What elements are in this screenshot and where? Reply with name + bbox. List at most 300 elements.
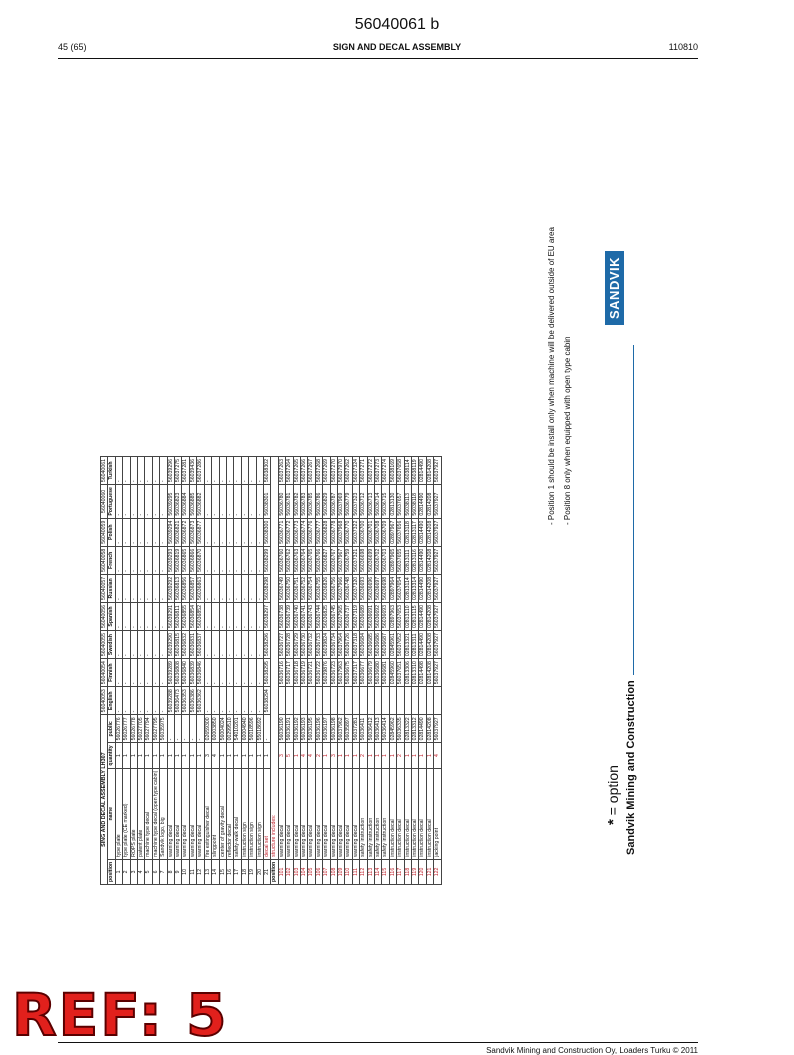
- table-cell: 56037927: [434, 715, 441, 743]
- table-cell: warning decal: [182, 768, 189, 859]
- table-cell: [352, 687, 359, 715]
- table-cell: 107: [323, 859, 330, 884]
- table-cell: 56036713: [367, 485, 374, 519]
- table-cell: -: [249, 574, 256, 602]
- table-cell: 56037264: [286, 457, 293, 485]
- table-cell: 122: [434, 859, 441, 884]
- table-cell: -: [249, 485, 256, 519]
- table-cell: 56037654: [397, 574, 404, 602]
- table-cell: 56036856: [182, 574, 189, 602]
- table-cell: 56036765: [308, 546, 315, 574]
- table-row: [115, 457, 122, 885]
- table-cell: 02814208: [426, 485, 433, 519]
- table-cell: 108: [330, 859, 337, 884]
- table-cell: -: [130, 574, 137, 602]
- table-cell: -: [241, 518, 248, 546]
- table-cell: 106: [315, 859, 322, 884]
- kit-number: 56040058: [101, 546, 108, 574]
- table-cell: 56036719: [300, 659, 307, 687]
- table-row: [434, 457, 441, 885]
- table-cell: [293, 687, 300, 715]
- table-cell: 56037324: [352, 457, 359, 485]
- table-cell: 1: [412, 743, 419, 768]
- table-cell: -: [263, 715, 270, 743]
- table-cell: 02813110: [404, 602, 411, 630]
- table-cell: 56036808: [175, 659, 182, 687]
- table-cell: -: [130, 546, 137, 574]
- table-cell: -: [234, 546, 241, 574]
- table-cell: 02814208: [426, 574, 433, 602]
- table-cell: 56037970: [338, 457, 345, 485]
- table-cell: 56036781: [286, 485, 293, 519]
- table-cell: 56037962: [338, 715, 345, 743]
- table-cell: 56027705: [138, 715, 145, 743]
- table-cell: 56036723: [330, 659, 337, 687]
- table-cell: 21: [263, 859, 270, 884]
- table-cell: -: [130, 687, 137, 715]
- table-cell: 56036829: [323, 485, 330, 519]
- table-cell: 109: [338, 859, 345, 884]
- table-cell: -: [145, 546, 152, 574]
- table-row: [175, 457, 182, 885]
- table-cell: 15: [219, 859, 226, 884]
- table-cell: 56036750: [286, 574, 293, 602]
- table-cell: 56036696: [367, 574, 374, 602]
- table-row: [241, 457, 248, 885]
- table-cell: 1: [234, 743, 241, 768]
- table-cell: -: [226, 602, 233, 630]
- table-cell: 56036779: [345, 485, 352, 519]
- table-row: [338, 457, 345, 885]
- table-cell: ROPS plate: [130, 768, 137, 859]
- table-cell: -: [204, 485, 211, 519]
- table-cell: -: [115, 546, 122, 574]
- table-cell: -: [204, 659, 211, 687]
- table-cell: 20: [256, 859, 263, 884]
- table-cell: 56036721: [308, 659, 315, 687]
- column-header: quantity: [108, 743, 115, 768]
- table-cell: 02813311: [412, 631, 419, 659]
- table-cell: -: [130, 659, 137, 687]
- table-cell: 4: [300, 743, 307, 768]
- table-cell: 1: [115, 743, 122, 768]
- table-cell: 1: [338, 743, 345, 768]
- option-legend-label: = option: [605, 765, 621, 816]
- table-cell: 2: [397, 743, 404, 768]
- table-cell: -: [138, 485, 145, 519]
- table-cell: 1: [175, 743, 182, 768]
- footer-divider: [58, 1042, 698, 1043]
- table-cell: -: [152, 457, 159, 485]
- table-row: [404, 457, 411, 885]
- table-row: [389, 457, 396, 885]
- table-cell: 56037927: [434, 485, 441, 519]
- rotated-sheet: [100, 225, 637, 885]
- table-cell: -: [204, 546, 211, 574]
- table-cell: 1: [419, 743, 426, 768]
- table-cell: 56036728: [286, 631, 293, 659]
- table-cell: 1: [197, 743, 204, 768]
- table-cell: -: [219, 457, 226, 485]
- table-cell: patent plate: [138, 768, 145, 859]
- table-cell: 3: [130, 859, 137, 884]
- table-cell: 56036752: [300, 574, 307, 602]
- table-cell: 02897963: [389, 602, 396, 630]
- table-cell: -: [130, 602, 137, 630]
- table-row: [197, 457, 204, 885]
- table-cell: 56039289: [167, 659, 174, 687]
- table-cell: 02897964: [389, 574, 396, 602]
- table-cell: -: [226, 631, 233, 659]
- table-cell: -: [138, 659, 145, 687]
- table-cell: 56036473: [175, 687, 182, 715]
- table-cell: 56036684: [360, 631, 367, 659]
- table-cell: -: [234, 659, 241, 687]
- table-cell: 56036192: [293, 715, 300, 743]
- table-cell: safety-walk decal: [234, 768, 241, 859]
- table-cell: safety instruction: [367, 768, 374, 859]
- table-cell: 56038294: [263, 687, 270, 715]
- table-cell: -: [123, 687, 130, 715]
- table-cell: [323, 687, 330, 715]
- table-cell: 02897965: [389, 546, 396, 574]
- table-row: [182, 457, 189, 885]
- table-cell: -: [115, 518, 122, 546]
- table-cell: 11: [189, 859, 196, 884]
- table-cell: 56036760: [278, 546, 285, 574]
- table-cell: 1: [160, 743, 167, 768]
- table-cell: reflector decal: [226, 768, 233, 859]
- table-cell: [330, 687, 337, 715]
- table-cell: 56036837: [197, 631, 204, 659]
- table-cell: 02897967: [389, 518, 396, 546]
- table-cell: 4: [434, 743, 441, 768]
- table-cell: 56036197: [323, 715, 330, 743]
- table-cell: -: [212, 485, 219, 519]
- footer-copyright: Sandvik Mining and Construction Oy, Loaders Turku © 2011: [486, 1046, 698, 1055]
- table-row: [278, 457, 285, 885]
- table-cell: -: [241, 659, 248, 687]
- table-cell: warning decal: [286, 768, 293, 859]
- table-cell: 110: [345, 859, 352, 884]
- table-cell: 56038114: [404, 457, 411, 485]
- table-cell: 56027795: [152, 715, 159, 743]
- table-cell: 02814208: [426, 602, 433, 630]
- table-cell: 56036873: [189, 518, 196, 546]
- table-cell: -: [130, 631, 137, 659]
- table-cell: -: [256, 659, 263, 687]
- table-row: [189, 457, 196, 885]
- table-cell: 12: [197, 859, 204, 884]
- table-cell: -: [212, 457, 219, 485]
- table-cell: 56036839: [189, 659, 196, 687]
- table-cell: -: [249, 687, 256, 715]
- table-cell: 02813118: [404, 518, 411, 546]
- table-cell: 56037281: [352, 715, 359, 743]
- table-cell: 4: [212, 743, 219, 768]
- table-cell: -: [241, 485, 248, 519]
- table-cell: 02845962: [389, 715, 396, 743]
- table-cell: 02845960: [389, 659, 396, 687]
- table-cell: 56036737: [345, 602, 352, 630]
- table-cell: -: [115, 457, 122, 485]
- table-cell: 02814208: [426, 546, 433, 574]
- table-cell: 18: [241, 859, 248, 884]
- table-cell: 56037651: [397, 659, 404, 687]
- table-cell: -: [138, 518, 145, 546]
- column-header: Turkish: [108, 457, 115, 485]
- table-row: [138, 457, 145, 885]
- ref-stamp: REF: 5: [12, 981, 229, 1049]
- table-cell: warning decal: [167, 768, 174, 859]
- column-header: English: [108, 687, 115, 715]
- table-row: [234, 457, 241, 885]
- table-cell: 02814490: [419, 602, 426, 630]
- table-cell: 7: [160, 859, 167, 884]
- table-cell: -: [212, 659, 219, 687]
- table-cell: 118: [404, 859, 411, 884]
- table-cell: -: [256, 574, 263, 602]
- table-cell: 1: [241, 743, 248, 768]
- table-cell: 113: [367, 859, 374, 884]
- table-cell: 56036821: [175, 518, 182, 546]
- table-cell: 2: [123, 859, 130, 884]
- table-cell: -: [219, 659, 226, 687]
- table-cell: 56037270: [330, 457, 337, 485]
- table-cell: fire extinguisher decal: [204, 768, 211, 859]
- table-cell: 2: [360, 743, 367, 768]
- table-cell: 56038118: [412, 485, 419, 519]
- table-cell: 56036774: [300, 518, 307, 546]
- table-cell: -: [256, 485, 263, 519]
- table-cell: 56037274: [382, 457, 389, 485]
- table-cell: 56036762: [286, 546, 293, 574]
- table-cell: 56036744: [315, 602, 322, 630]
- table-cell: -: [204, 457, 211, 485]
- table-cell: 56036825: [323, 602, 330, 630]
- table-cell: -: [219, 631, 226, 659]
- table-cell: 1: [226, 743, 233, 768]
- table-cell: -: [145, 457, 152, 485]
- table-cell: 56036831: [189, 631, 196, 659]
- table-cell: 56036740: [293, 602, 300, 630]
- table-cell: 56036767: [330, 546, 337, 574]
- table-cell: 56036748: [345, 574, 352, 602]
- kit-number: 56040060: [101, 485, 108, 519]
- table-cell: [286, 687, 293, 715]
- table-cell: 56037322: [352, 518, 359, 546]
- table-cell: 56038302: [263, 457, 270, 485]
- table-cell: 56036766: [315, 546, 322, 574]
- table-cell: -: [152, 631, 159, 659]
- table-cell: 56038113: [404, 485, 411, 519]
- table-cell: instruction decal: [426, 768, 433, 859]
- table-row: [412, 457, 419, 885]
- table-cell: 56037266: [300, 457, 307, 485]
- table-cell: machine type decal (open type cabin): [152, 768, 159, 859]
- table-cell: 56036819: [175, 546, 182, 574]
- table-cell: 3: [330, 743, 337, 768]
- table-cell: -: [226, 574, 233, 602]
- table-cell: -: [160, 518, 167, 546]
- table-cell: [278, 687, 285, 715]
- table-cell: 56036727: [278, 631, 285, 659]
- table-cell: 02813314: [412, 574, 419, 602]
- table-cell: 56037319: [352, 602, 359, 630]
- table-cell: 56035975: [160, 715, 167, 743]
- table-cell: 60004940: [241, 715, 248, 743]
- table-row: [330, 457, 337, 885]
- table-cell: -: [160, 687, 167, 715]
- table-cell: 56036739: [286, 602, 293, 630]
- table-cell: -: [212, 546, 219, 574]
- table-cell: 56036689: [360, 602, 367, 630]
- table-cell: 1: [382, 743, 389, 768]
- table-cell: 56036749: [278, 574, 285, 602]
- table-cell: -: [204, 687, 211, 715]
- doc-number: 56040061 b: [354, 16, 440, 33]
- table-cell: -: [160, 485, 167, 519]
- table-cell: 02813115: [412, 602, 419, 630]
- table-cell: 120: [419, 859, 426, 884]
- table-cell: 56026778: [130, 715, 137, 743]
- table-cell: [389, 687, 396, 715]
- table-cell: 1: [145, 743, 152, 768]
- table-cell: -: [234, 518, 241, 546]
- table-cell: 104: [300, 859, 307, 884]
- table-cell: 56036700: [360, 518, 367, 546]
- table-cell: warning decal: [315, 768, 322, 859]
- table-cell: 02659300: [204, 715, 211, 743]
- table-cell: 56036730: [300, 631, 307, 659]
- table-cell: 1: [293, 743, 300, 768]
- table-cell: 56037275: [175, 457, 182, 485]
- table-cell: 56036782: [293, 485, 300, 519]
- table-cell: 56036777: [315, 518, 322, 546]
- table-cell: 56037271: [360, 457, 367, 485]
- table-cell: -: [123, 485, 130, 519]
- table-cell: 56004024: [219, 715, 226, 743]
- table-cell: -: [138, 574, 145, 602]
- table-cell: 56036198: [330, 715, 337, 743]
- table-cell: 56039436: [189, 457, 196, 485]
- table-cell: -: [115, 602, 122, 630]
- table-cell: 1: [389, 743, 396, 768]
- table-cell: 56036870: [197, 546, 204, 574]
- table-cell: -: [241, 457, 248, 485]
- table-cell: type plate (CE marked): [123, 768, 130, 859]
- table-cell: -: [160, 631, 167, 659]
- table-cell: 56036715: [382, 485, 389, 519]
- table-cell: jacking point: [434, 768, 441, 859]
- table-cell: 56018596: [249, 715, 256, 743]
- table-cell: -: [241, 602, 248, 630]
- table-cell: 1: [115, 859, 122, 884]
- table-cell: -: [234, 602, 241, 630]
- table-cell: warning decal: [330, 768, 337, 859]
- table-cell: -: [145, 687, 152, 715]
- table-cell: -: [219, 485, 226, 519]
- table-cell: -: [219, 602, 226, 630]
- column-header: Portuguese: [108, 485, 115, 519]
- table-cell: 1: [219, 743, 226, 768]
- table-cell: 56037318: [352, 631, 359, 659]
- table-cell: 56036764: [300, 546, 307, 574]
- table-cell: -: [234, 574, 241, 602]
- table-cell: instruction sign: [241, 768, 248, 859]
- table-cell: 1: [375, 743, 382, 768]
- table-row: [286, 457, 293, 885]
- table-cell: 02814490: [419, 574, 426, 602]
- table-cell: [315, 687, 322, 715]
- table-cell: 02813321: [404, 631, 411, 659]
- table-cell: 56036386: [189, 687, 196, 715]
- structure-position-label: position: [271, 859, 278, 884]
- table-row: [323, 457, 330, 885]
- table-cell: 56036863: [197, 574, 204, 602]
- table-cell: 56036776: [308, 518, 315, 546]
- table-cell: -: [138, 546, 145, 574]
- table-cell: 56036771: [278, 518, 285, 546]
- table-row: [219, 457, 226, 885]
- table-cell: 56037655: [397, 546, 404, 574]
- table-cell: [308, 687, 315, 715]
- table-cell: 56036703: [382, 546, 389, 574]
- table-cell: 56037323: [352, 485, 359, 519]
- kit-number: 56040054: [101, 659, 108, 687]
- table-cell: [375, 687, 382, 715]
- table-cell: -: [249, 546, 256, 574]
- table-header-row: [108, 457, 115, 885]
- table-cell: -: [226, 659, 233, 687]
- table-cell: 02845961: [389, 631, 396, 659]
- table-cell: 56038295: [263, 659, 270, 687]
- table-cell: 56039824: [323, 631, 330, 659]
- table-cell: 56036687: [382, 631, 389, 659]
- table-cell: 56036729: [293, 631, 300, 659]
- table-cell: -: [175, 715, 182, 743]
- table-row: [360, 457, 367, 885]
- table-cell: -: [256, 518, 263, 546]
- table-cell: 56036709: [382, 518, 389, 546]
- table-cell: 02814208: [426, 631, 433, 659]
- table-cell: [345, 687, 352, 715]
- table-cell: -: [123, 546, 130, 574]
- table-cell: 56037927: [434, 659, 441, 687]
- table-cell: 1: [263, 743, 270, 768]
- table-cell: 56037317: [352, 659, 359, 687]
- table-cell: 56036763: [293, 546, 300, 574]
- structure-includes-label: structure includes:: [271, 457, 278, 860]
- table-cell: 02813116: [412, 546, 419, 574]
- table-row: [352, 457, 359, 885]
- table-cell: 115: [382, 859, 389, 884]
- table-cell: 56036854: [189, 602, 196, 630]
- table-cell: 13: [204, 859, 211, 884]
- table-cell: instruction decal: [389, 768, 396, 859]
- table-cell: 56036772: [286, 518, 293, 546]
- table-row: [308, 457, 315, 885]
- table-cell: -: [241, 631, 248, 659]
- table-cell: 56036411: [360, 715, 367, 743]
- table-cell: 56037927: [434, 518, 441, 546]
- table-row: [212, 457, 219, 885]
- table-cell: -: [145, 631, 152, 659]
- table-cell: -: [152, 546, 159, 574]
- table-cell: machine type decal: [145, 768, 152, 859]
- table-cell: -: [189, 715, 196, 743]
- table-row: [204, 457, 211, 885]
